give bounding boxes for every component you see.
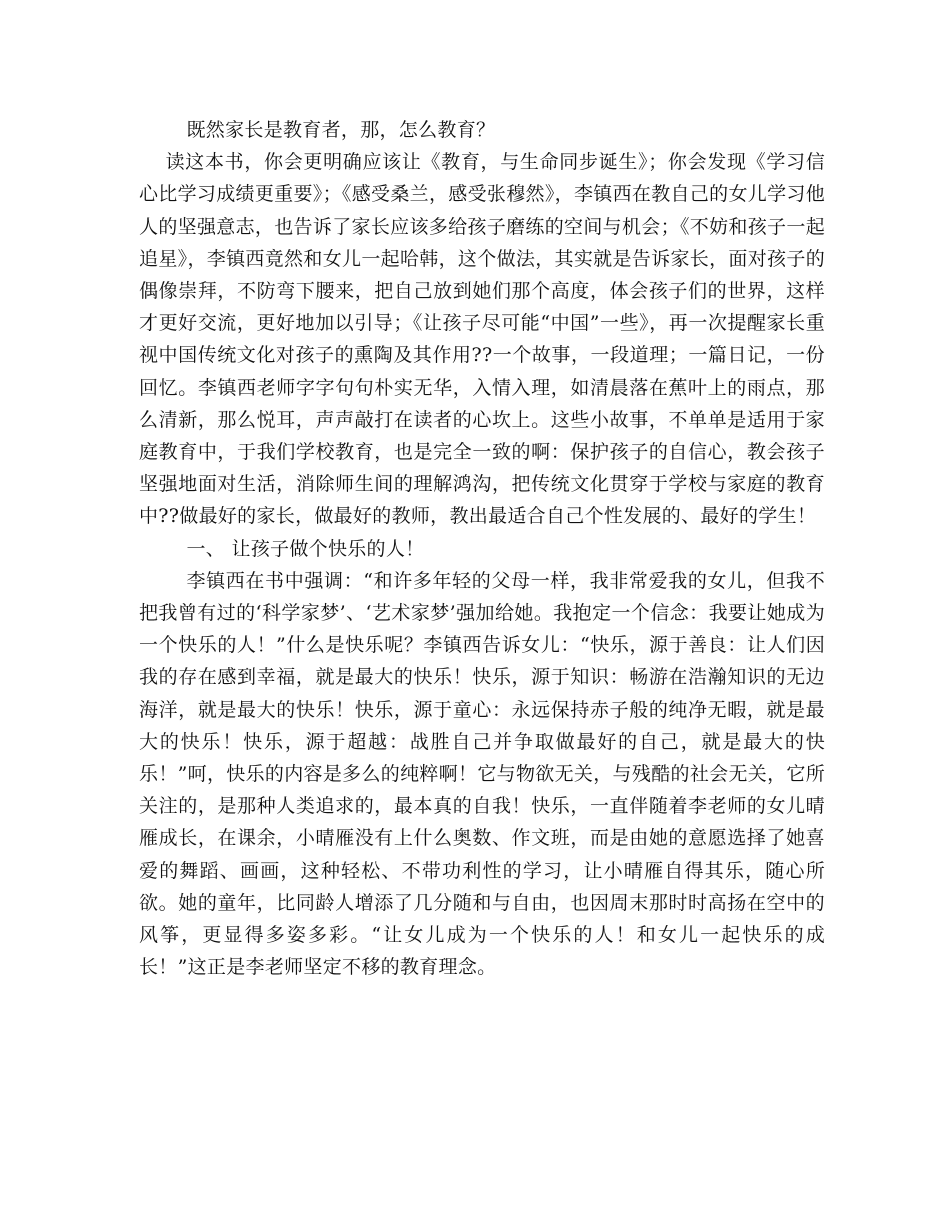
paragraph-question: 既然家长是教育者，那，怎么教育？ (186, 119, 496, 141)
section-heading-happy-child: 一、 让孩子做个快乐的人！ (186, 537, 425, 560)
paragraph-book-review: 读这本书，你会更明确应该让《教育，与生命同步诞生》；你会发现《学习信心比学习成绩更重要》；《感受桑兰，感受张穆然》，李镇西在教自己的女儿学习他人的坚强意志，也告诉了家长应该多给孩子磨练的空间与机会；《不妨和孩子一起追星》，李镇西竟然和女儿一起哈韩，这个做法，其实就是告诉家长，面对孩子的偶像崇拜，不防弯下腰来，把自己放到她们那个高度，体会孩子们的世界，这样才更好交流，更好地加以引导；《让孩子尽可能“中国”一些》，再一次提醒家长重视中国传统文化对孩子的熏陶及其作用??一个故事，一段道理；一篇日记，一份回忆。李镇西老师字字句句朴实无华，入情入理，如清晨落在蕉叶上的雨点，那么清新，那么悦耳，声声敲打在读者的心坎上。这些小故事，不单单是适用于家庭教育中，于我们学校教育，也是完全一致的啊：保护孩子的自信心，教会孩子坚强地面对生活，消除师生间的理解鸿沟，把传统文化贯穿于学校与家庭的教育中??做最好的家长，做最好的教师，教出最适合自己个性发展的、最好的学生！ (139, 151, 825, 528)
paragraph-happiness: 李镇西在书中强调：“和许多年轻的父母一样，我非常爱我的女儿，但我不把我曾有过的‘科学家梦’、‘艺术家梦’强加给她。我抱定一个信念：我要让她成为一个快乐的人！”什么是快乐呢？李镇西告诉女儿：“快乐，源于善良：让人们因我的存在感到幸福，就是最大的快乐！快乐，源于知识：畅游在浩瀚知识的无边海洋，就是最大的快乐！快乐，源于童心：永远保持赤子般的纯净无暇，就是最大的快乐！快乐，源于超越：战胜自己并争取做最好的自己，就是最大的快乐！”呵，快乐的内容是多么的纯粹啊！它与物欲无关，与残酷的社会无关，它所关注的，是那种人类追求的，最本真的自我！快乐，一直伴随着李老师的女儿晴雁成长，在课余，小晴雁没有上什么奥数、作文班，而是由她的意愿选择了她喜爱的舞蹈、画画，这种轻松、不带功利性的学习，让小晴雁自得其乐，随心所欲。她的童年，比同龄人增添了几分随和与自由，也因周末那时时高扬在空中的风筝，更显得多姿多彩。“让女儿成为一个快乐的人！和女儿一起快乐的成长！”这正是李老师坚定不移的教育理念。 (139, 569, 825, 979)
document-body (139, 114, 825, 983)
